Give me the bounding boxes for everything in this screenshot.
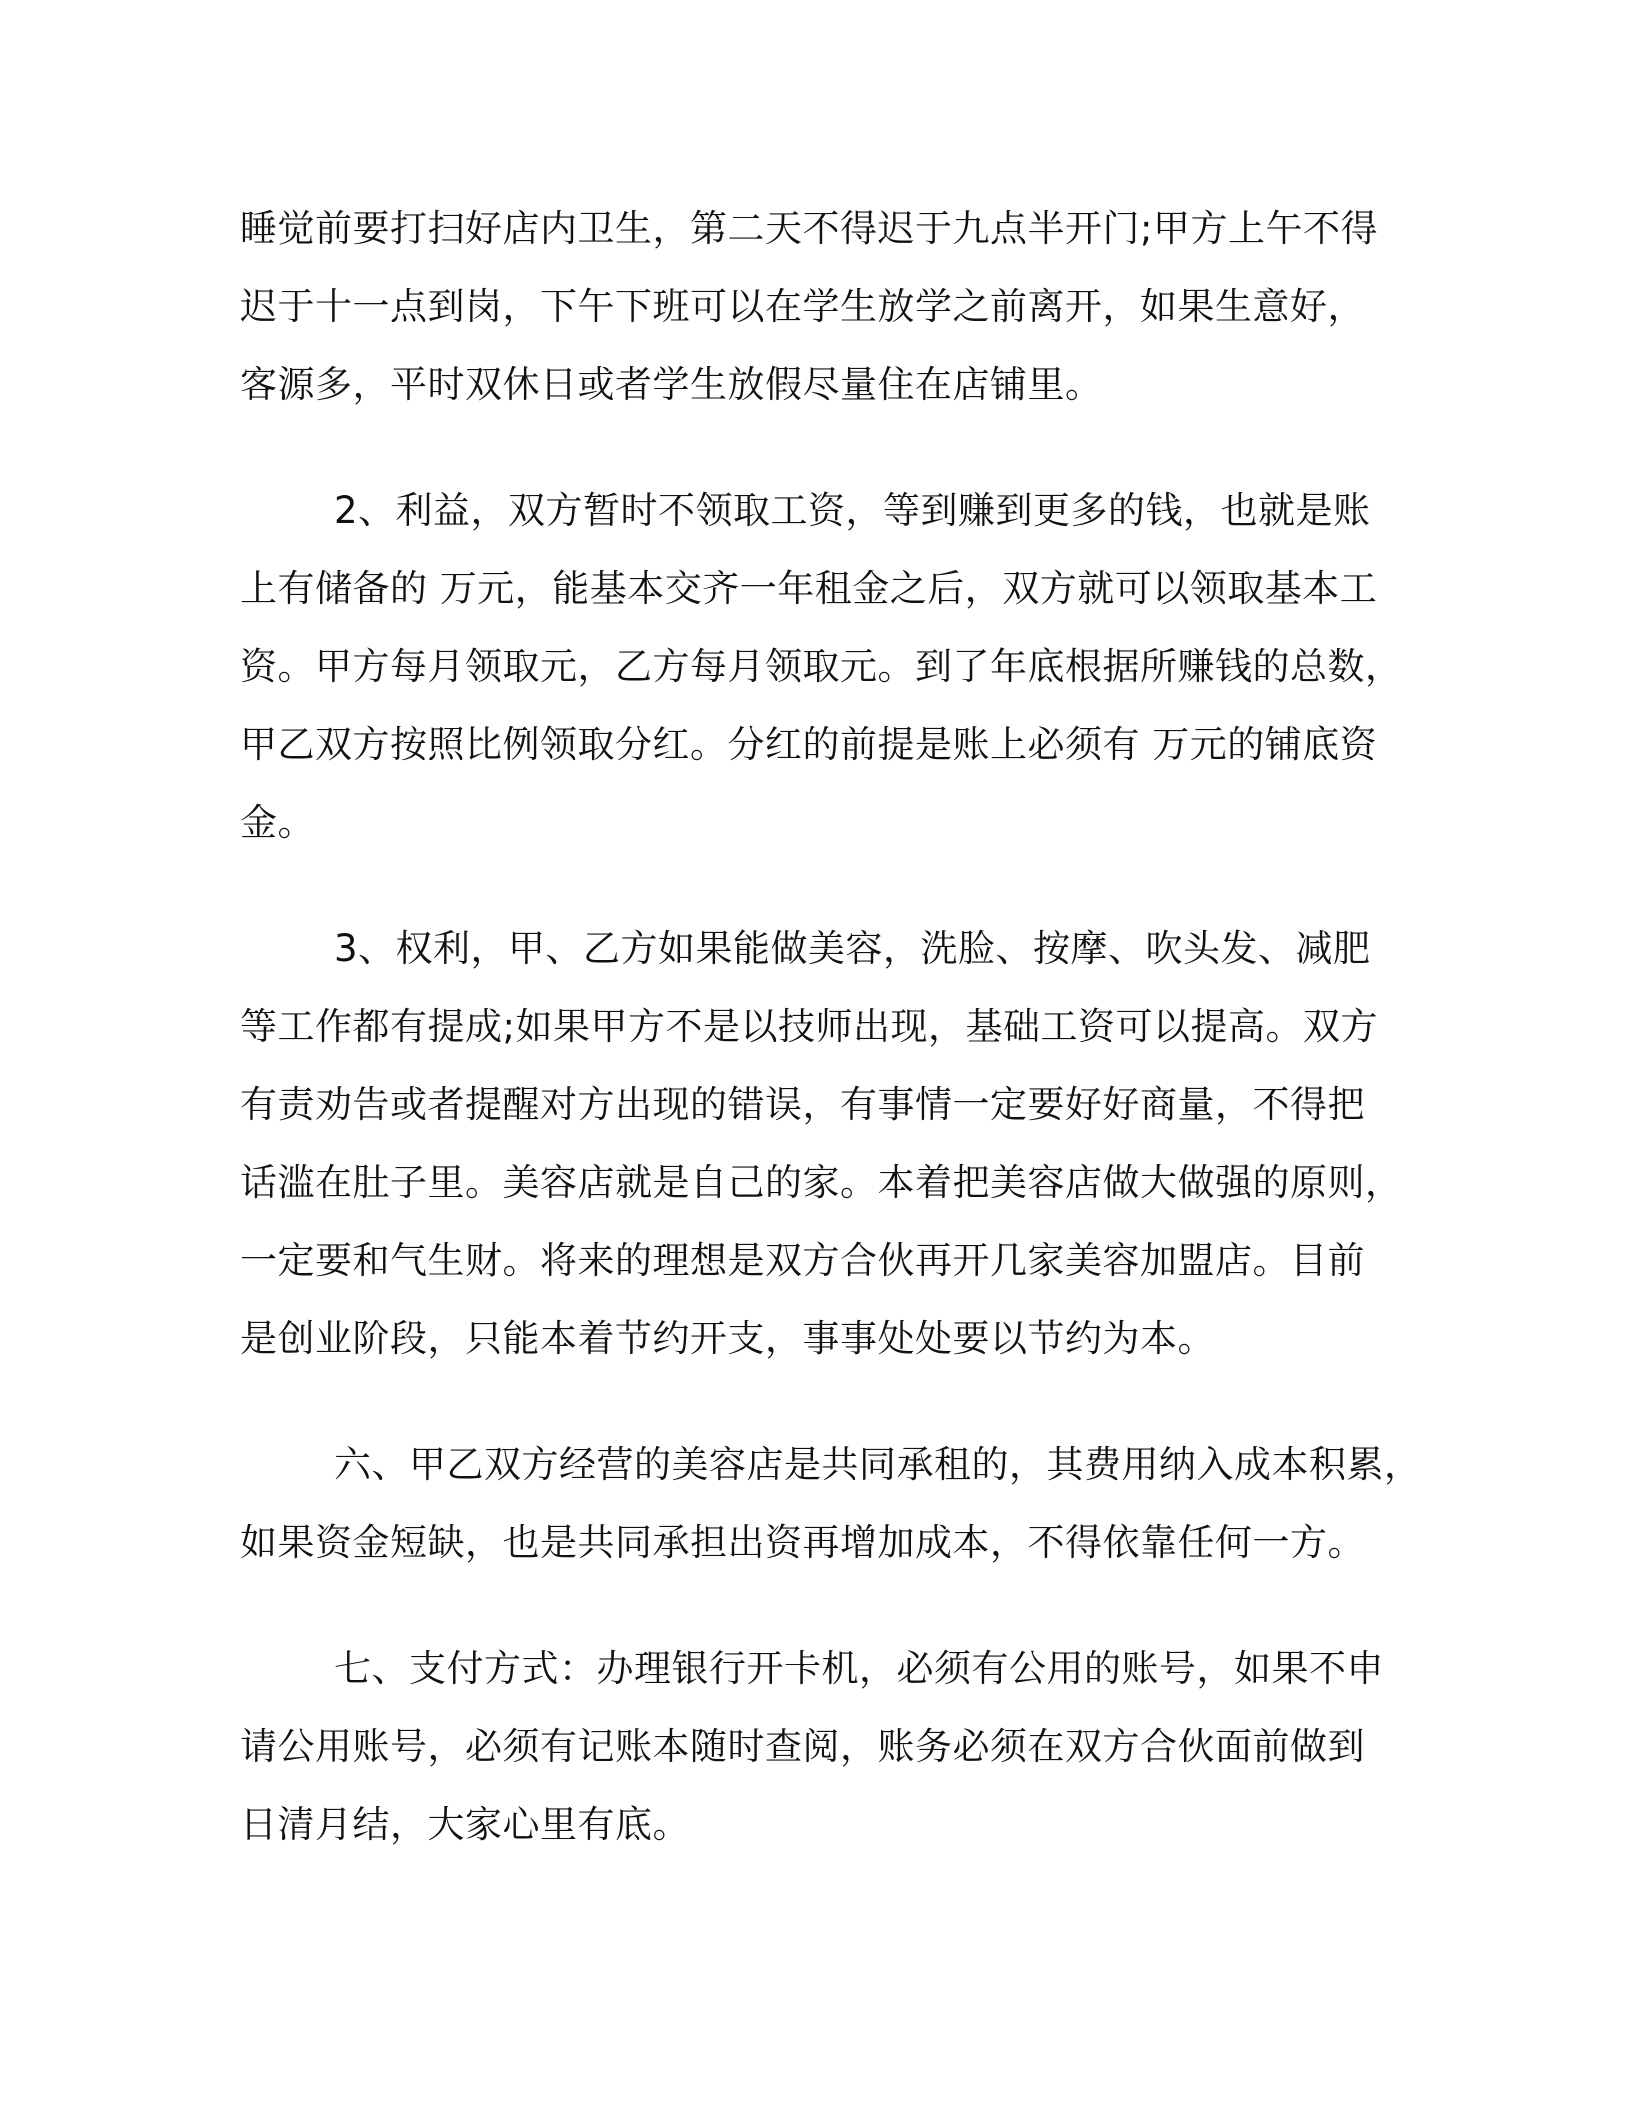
paragraph-line: 六、甲乙双方经营的美容店是共同承租的，其费用纳入成本积累， <box>334 1443 1422 1486</box>
paragraph-joint-lease <box>240 1426 1422 1582</box>
paragraph-continuation-hours <box>240 190 1390 424</box>
paragraph-line: 上有储备的 万元，能基本交齐一年租金之后，双方就可以领取基本工 <box>240 567 1378 610</box>
paragraph-line: 3、权利，甲、乙方如果能做美容，洗脸、按摩、吹头发、减肥 <box>334 927 1371 970</box>
paragraph-line: 一定要和气生财。将来的理想是双方合伙再开几家美容加盟店。目前 <box>240 1239 1365 1282</box>
paragraph-line: 迟于十一点到岗，下午下班可以在学生放学之前离开，如果生意好， <box>240 285 1365 328</box>
paragraph-line: 如果资金短缺，也是共同承担出资再增加成本，不得依靠任何一方。 <box>240 1521 1365 1564</box>
paragraph-payment-method <box>240 1630 1390 1864</box>
paragraph-line: 等工作都有提成;如果甲方不是以技师出现，基础工资可以提高。双方 <box>240 1005 1378 1048</box>
paragraph-line: 客源多，平时双休日或者学生放假尽量住在店铺里。 <box>240 363 1103 406</box>
paragraph-rights <box>240 910 1403 1378</box>
document-body <box>240 190 1422 1912</box>
paragraph-line: 是创业阶段，只能本着节约开支，事事处处要以节约为本。 <box>240 1317 1215 1360</box>
paragraph-line: 甲乙双方按照比例领取分红。分红的前提是账上必须有 万元的铺底资 <box>240 723 1378 766</box>
paragraph-line: 有责劝告或者提醒对方出现的错误，有事情一定要好好商量，不得把 <box>240 1083 1365 1126</box>
paragraph-line: 日清月结，大家心里有底。 <box>240 1803 690 1846</box>
paragraph-line: 2、利益，双方暂时不领取工资，等到赚到更多的钱，也就是账 <box>334 489 1371 532</box>
paragraph-line: 金。 <box>240 801 315 844</box>
paragraph-line: 资。甲方每月领取元，乙方每月领取元。到了年底根据所赚钱的总数， <box>240 645 1403 688</box>
paragraph-line: 七、支付方式：办理银行开卡机，必须有公用的账号，如果不申 <box>334 1647 1384 1690</box>
paragraph-line: 睡觉前要打扫好店内卫生，第二天不得迟于九点半开门;甲方上午不得 <box>240 207 1378 250</box>
paragraph-line: 请公用账号，必须有记账本随时查阅，账务必须在双方合伙面前做到 <box>240 1725 1365 1768</box>
paragraph-interests <box>240 472 1403 862</box>
paragraph-line: 话滥在肚子里。美容店就是自己的家。本着把美容店做大做强的原则， <box>240 1161 1403 1204</box>
